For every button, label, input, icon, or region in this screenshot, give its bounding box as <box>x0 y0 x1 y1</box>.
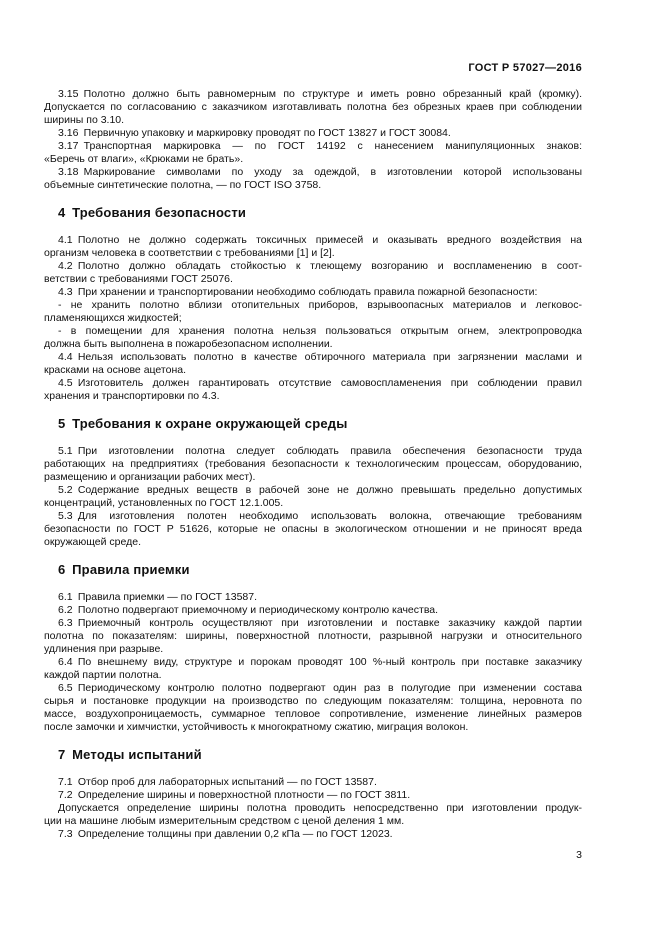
clause-5-3 <box>44 510 582 549</box>
clause-7-2 <box>44 789 582 802</box>
clause-4-3 <box>44 286 582 299</box>
section-4-heading: 4 Требования безопасности <box>58 205 247 220</box>
clause-7-1 <box>44 776 582 789</box>
text-line: должна быть выполнена в пожаробезопасном исполнении. <box>44 338 333 350</box>
text-line: окружающей среде. <box>44 536 141 548</box>
text-line: 4.1 Полотно не должно содержать токсичных примесей и оказывать вредного воздействия на <box>58 234 582 246</box>
text-line: 7.1 Отбор проб для лабораторных испытаний — по ГОСТ 13587. <box>58 776 377 788</box>
clause-4-5 <box>44 377 582 403</box>
text-line: 4.3 При хранении и транспортировании необходимо соблюдать правила пожарной безопасности: <box>58 286 538 298</box>
clause-4-3-item-1 <box>44 299 582 325</box>
text-line: Допускается по согласованию с заказчиком изготавливать полотна без обрезных краев при соблюдении <box>44 101 582 113</box>
clause-3-18 <box>44 166 582 192</box>
text-line: работающих на предприятиях (требования безопасности к технологическим процессам, оборудованию, <box>44 458 582 470</box>
clause-5-2 <box>44 484 582 510</box>
text-line: Допускается определение ширины полотна проводить непосредственно при изготовлении продук- <box>58 802 582 814</box>
text-line: 6.1 Правила приемки — по ГОСТ 13587. <box>58 591 258 603</box>
text-line: 4.2 Полотно должно обладать стойкостью к тлеющему возгоранию и воспламенению в соот- <box>58 260 582 272</box>
text-line: удлинения при разрыве. <box>44 643 164 655</box>
text-line: полотна по показателям: ширины, поверхностной плотности, разрывной нагрузки и относительного <box>44 630 582 642</box>
text-line: ции на машине любым измерительным средством с ценой деления 1 мм. <box>44 815 405 827</box>
clause-4-1 <box>44 234 582 260</box>
page-number: 3 <box>576 849 582 861</box>
text-line: 4.5 Изготовитель должен гарантировать отсутствие самовоспламенения при соблюдении правил <box>58 377 582 389</box>
text-line: 6.2 Полотно подвергают приемочному и периодическому контролю качества. <box>58 604 439 616</box>
clause-6-2 <box>44 604 582 617</box>
clause-4-2 <box>44 260 582 286</box>
text-line: размещению и организации рабочих мест). <box>44 471 256 483</box>
text-line: пламеняющихся жидкостей; <box>44 312 182 324</box>
text-line: ширины по 3.10. <box>44 114 125 126</box>
text-line: концентраций, установленных по ГОСТ 12.1.005. <box>44 497 284 509</box>
text-line: массе, воздухопроницаемость, суммарное тепловое сопротивление, изменение линейных размеров <box>44 708 582 720</box>
text-line: ветствии с требованиями ГОСТ 25076. <box>44 273 233 285</box>
text-line: сырья и постановке продукции на производство по следующим показателям: толщина, неровнота по <box>44 695 582 707</box>
text-line: 3.18 Маркирование символами по уходу за одеждой, в изготовлении которой использованы <box>58 166 582 178</box>
clause-6-3 <box>44 617 582 656</box>
text-line: 5.3 Для изготовления полотен необходимо использовать волокна, отвечающие требованиям <box>58 510 582 522</box>
text-line: организм человека в соответствии с требованиями [1] и [2]. <box>44 247 335 259</box>
section-6-heading: 6 Правила приемки <box>58 562 190 577</box>
text-line: 7.3 Определение толщины при давлении 0,2 кПа — по ГОСТ 12023. <box>58 828 393 840</box>
text-line: - в помещении для хранения полотна нельзя пользоваться открытым огнем, электропроводка <box>58 325 582 337</box>
text-line: хранения и транспортировки по 4.3. <box>44 390 220 402</box>
text-line: после замочки и химчистки, устойчивость к многократному сжатию, миграция волокон. <box>44 721 469 733</box>
clause-6-1 <box>44 591 582 604</box>
text-line: 3.17 Транспортная маркировка — по ГОСТ 14192 с нанесением манипуляционных знаков: <box>58 140 582 152</box>
text-line: - не хранить полотно вблизи отопительных приборов, взрывоопасных материалов и легковос- <box>58 299 582 311</box>
text-line: безопасности по ГОСТ Р 51626, которые не опасны в экологическом отношении и не приносят вреда <box>44 523 582 535</box>
clause-3-15 <box>44 88 582 127</box>
clause-7-3 <box>44 828 582 841</box>
text-line: объемные синтетические полотна, — по ГОСТ ISO 3758. <box>44 179 322 191</box>
clause-7-2-note <box>44 802 582 828</box>
clause-6-4 <box>44 656 582 682</box>
document-body <box>44 88 582 841</box>
text-line: 3.16 Первичную упаковку и маркировку проводят по ГОСТ 13827 и ГОСТ 30084. <box>58 127 451 139</box>
text-line: 5.1 При изготовлении полотна следует соблюдать правила обеспечения безопасности труда <box>58 445 582 457</box>
clause-5-1 <box>44 445 582 484</box>
text-line: 6.3 Приемочный контроль осуществляют при изготовлении и поставке заказчику каждой партии <box>58 617 582 629</box>
text-line: 6.5 Периодическому контролю полотно подвергают один раз в полугодие при изменении состава <box>58 682 582 694</box>
clause-4-3-item-2 <box>44 325 582 351</box>
section-5-heading: 5 Требования к охране окружающей среды <box>58 416 348 431</box>
text-line: 5.2 Содержание вредных веществ в рабочей зоне не должно превышать предельно допустимых <box>58 484 582 496</box>
text-line: 4.4 Нельзя использовать полотно в качестве обтирочного материала при загрязнении маслами и <box>58 351 582 363</box>
text-line: «Беречь от влаги», «Крюками не брать». <box>44 153 244 165</box>
clause-4-4 <box>44 351 582 377</box>
text-line: 3.15 Полотно должно быть равномерным по структуре и иметь ровно обрезанный край (кромку). <box>58 88 582 100</box>
text-line: 6.4 По внешнему виду, структуре и порокам проводят 100 %-ный контроль при поставке заказчику <box>58 656 582 668</box>
clause-3-16 <box>44 127 582 140</box>
clause-3-17 <box>44 140 582 166</box>
section-7-heading: 7 Методы испытаний <box>58 747 202 762</box>
running-header: ГОСТ Р 57027—2016 <box>468 62 582 74</box>
text-line: каждой партии полотна. <box>44 669 162 681</box>
text-line: красками на основе ацетона. <box>44 364 187 376</box>
text-line: 7.2 Определение ширины и поверхностной плотности — по ГОСТ 3811. <box>58 789 411 801</box>
clause-6-5 <box>44 682 582 734</box>
